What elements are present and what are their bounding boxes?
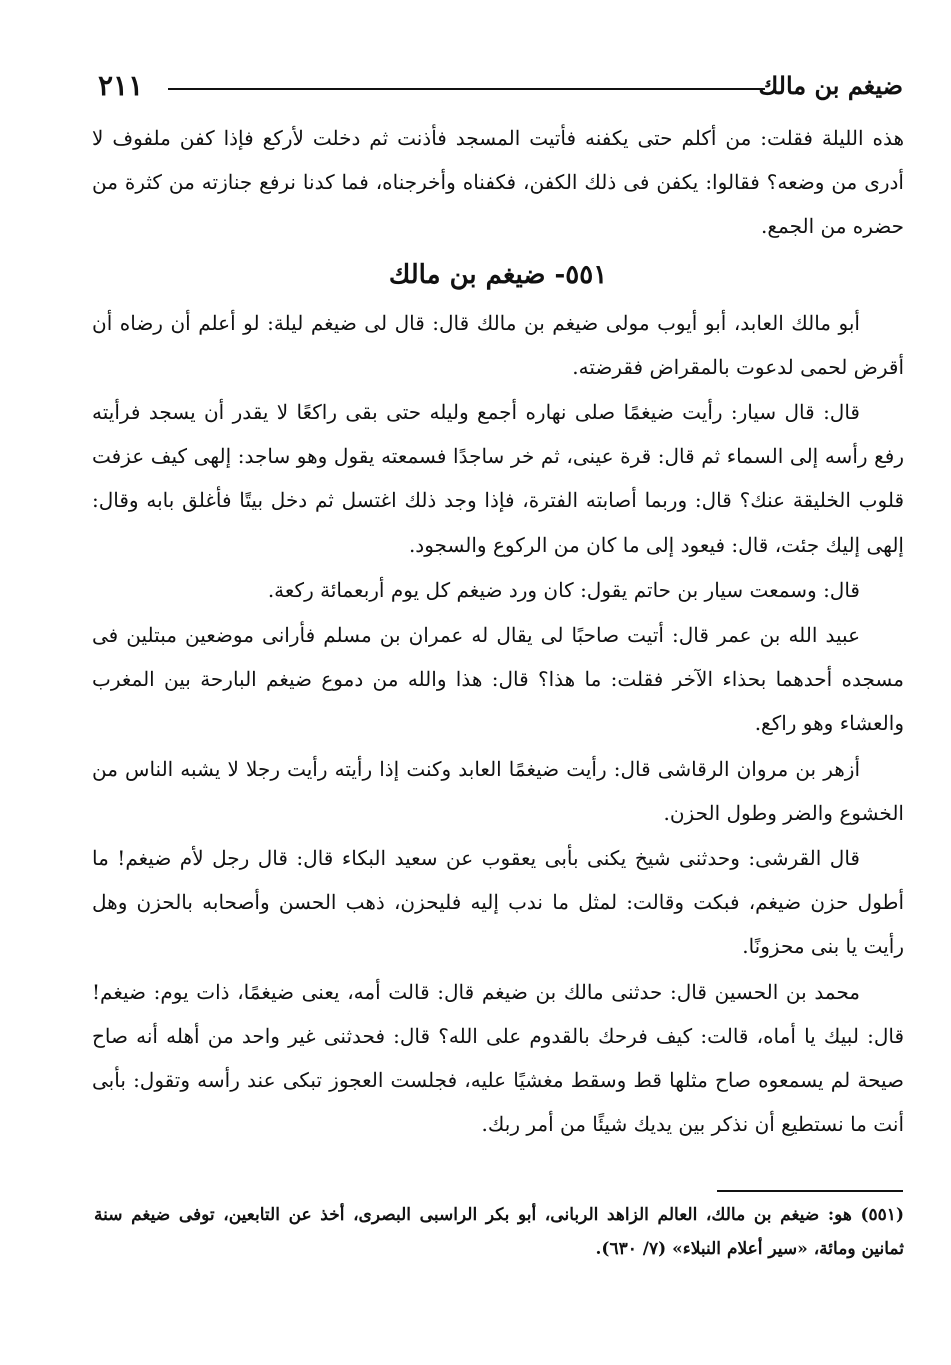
paragraph: قال: قال سيار: رأيت ضيغمًا صلى نهاره أجمع وليله حتى بقى راكعًا لا يقدر أن يسجد فرأيته رفع رأسه إلى السماء ثم قال: قرة عينى، ثم خر ساجدًا فسمعته يقول وهو ساجد: إلهى كيف عزفت قلوب الخليقة عنك؟ قال: وربما أصابته الفترة، فإذا وجد ذلك اغتسل ثم دخل بيتًا فأغلق بابه وقال: إلهى إليك جئت، قال: فيعود إلى ما كان من الركوع والسجود. — [92, 400, 904, 557]
page-number: ٢١١ — [98, 69, 144, 102]
paragraph: عبيد الله بن عمر قال: أتيت صاحبًا لى يقال له عمران بن مسلم فأرانى موضعين مبتلين فى مسجده أحدهما بحذاء الآخر فقلت: ما هذا؟ قال: هذا والله من دموع ضيغم البارحة بين المغرب والعشاء وهو راكع. — [92, 623, 904, 736]
page-header — [98, 66, 903, 106]
paragraph: أزهر بن مروان الرقاشى قال: رأيت ضيغمًا العابد وكنت إذا رأيته رأيت رجلا لا يشبه الناس من الخشوع والضر وطول الحزن. — [92, 756, 904, 825]
paragraph-continuation: هذه الليلة فقلت: من أكلم حتى يكفنه فأتيت المسجد فأذنت ثم دخلت لأركع فإذا كفن ملفوف لا أدرى من وضعه؟ فقالوا: يكفن فى ذلك الكفن، فكفناه وأخرجناه، فما كدنا نرفع جنازته من كثرة من حضره من الجمع. — [92, 126, 904, 239]
footnotes — [94, 1198, 904, 1266]
body-text — [92, 116, 904, 1146]
paragraph: أبو مالك العابد، أبو أيوب مولى ضيغم بن مالك قال: قال لى ضيغم ليلة: لو أعلم أن رضاه أن أقرض لحمى لدعوت بالمقراض فقرضته. — [92, 310, 904, 379]
header-rule — [168, 88, 765, 90]
paragraph: محمد بن الحسين قال: حدثنى مالك بن ضيغم قال: قالت أمه، يعنى ضيغمًا، ذات يوم: ضيغم! قال: لبيك يا أماه، قالت: كيف فرحك بالقدوم على الله؟ قال: فحدثنى غير واحد من أهله أنه صاح صيحة لم يسمعوه صاح مثلها قط وسقط مغشيًا عليه، فجلست العجوز تبكى عند رأسه وتقول: بأبى أنت ما نستطيع أن نذكر بين يديك شيئًا من أمر ربك. — [92, 979, 904, 1137]
section-heading: ٥٥١- ضيغم بن مالك — [388, 259, 608, 290]
paragraph: قال القرشى: وحدثنى شيخ يكنى بأبى يعقوب عن سعيد البكاء قال: قال رجل لأم ضيغم! ما أطول حزن ضيغم، فبكت وقالت: لمثل ما ندب إليه فليحزن، ذهب الحسن وأصحابه بالحزن وهل رأيت يا بنى محزونًا. — [92, 846, 904, 959]
footnote: (٥٥١) هو: ضيغم بن مالك، العالم الزاهد الربانى، أبو بكر الراسبى البصرى، أخذ عن التابعين، توفى ضيغم سنة ثمانين ومائة، «سير أعلام النبلاء» (٧/ ٦٣٠). — [94, 1205, 904, 1259]
running-title: ضيغم بن مالك — [758, 71, 903, 100]
paragraph: قال: وسمعت سيار بن حاتم يقول: كان ورد ضيغم كل يوم أربعمائة ركعة. — [267, 577, 860, 602]
footnote-rule — [717, 1190, 903, 1192]
